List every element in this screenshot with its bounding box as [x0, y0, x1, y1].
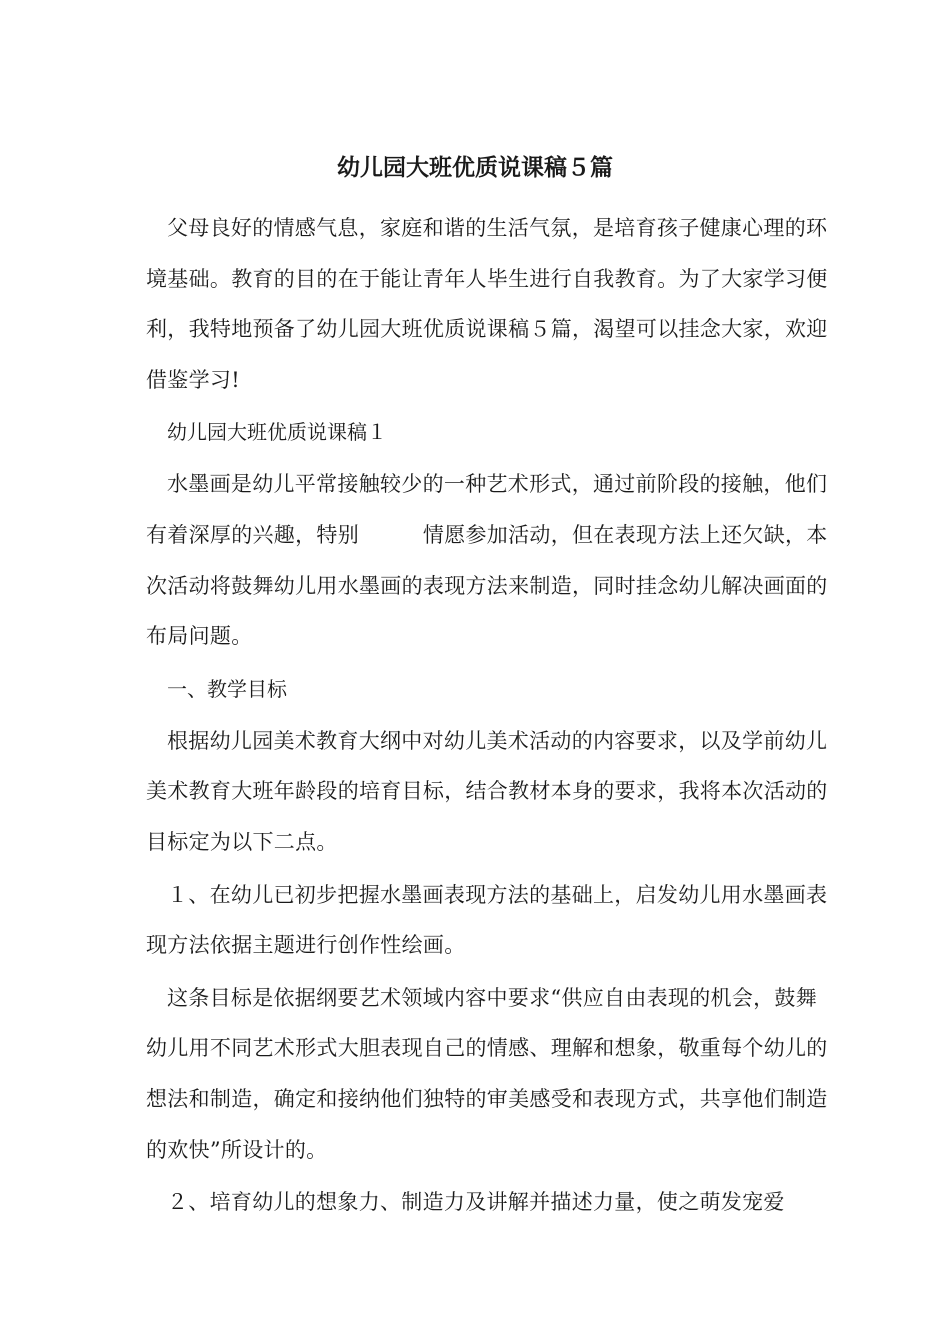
- paragraph-goal-1-explanation: 这条目标是依据纲要艺术领域内容中要求“供应自由表现的机会，鼓舞幼儿用不同艺术形式大胆表现自己的情感、理解和想象，敬重每个幼儿的想法和制造，确定和接纳他们独特的审美感受和表现方式，共享他们制造的欢快”所设计的。: [146, 985, 828, 1162]
- document-body: [146, 203, 836, 1230]
- section-heading-goals: 一、教学目标: [167, 676, 287, 701]
- section-heading-1: 幼儿园大班优质说课稿１: [167, 420, 387, 445]
- document-title: 幼儿园大班优质说课稿５篇: [337, 155, 613, 181]
- paragraph-goal-1: １、在幼儿已初步把握水墨画表现方法的基础上，启发幼儿用水墨画表现方法依据主题进行创作性绘画。: [146, 882, 828, 958]
- paragraph-intro: 父母良好的情感气息，家庭和谐的生活气氛，是培育孩子健康心理的环境基础。教育的目的在于能让青年人毕生进行自我教育。为了大家学习便利，我特地预备了幼儿园大班优质说课稿５篇，渴望可以挂念大家，欢迎借鉴学习!: [146, 216, 828, 392]
- paragraph-background: 水墨画是幼儿平常接触较少的一种艺术形式，通过前阶段的接触，他们有着深厚的兴趣，特别 情愿参加活动，但在表现方法上还欠缺，本次活动将鼓舞幼儿用水墨画的表现方法来制造，同时挂念幼儿解决画面的布局问题。: [146, 472, 828, 649]
- paragraph-goal-2: ２、培育幼儿的想象力、制造力及讲解并描述力量，使之萌发宠爱: [167, 1190, 785, 1215]
- paragraph-goals-basis: 根据幼儿园美术教育大纲中对幼儿美术活动的内容要求，以及学前幼儿美术教育大班年龄段的培育目标，结合教材本身的要求，我将本次活动的目标定为以下二点。: [146, 728, 828, 854]
